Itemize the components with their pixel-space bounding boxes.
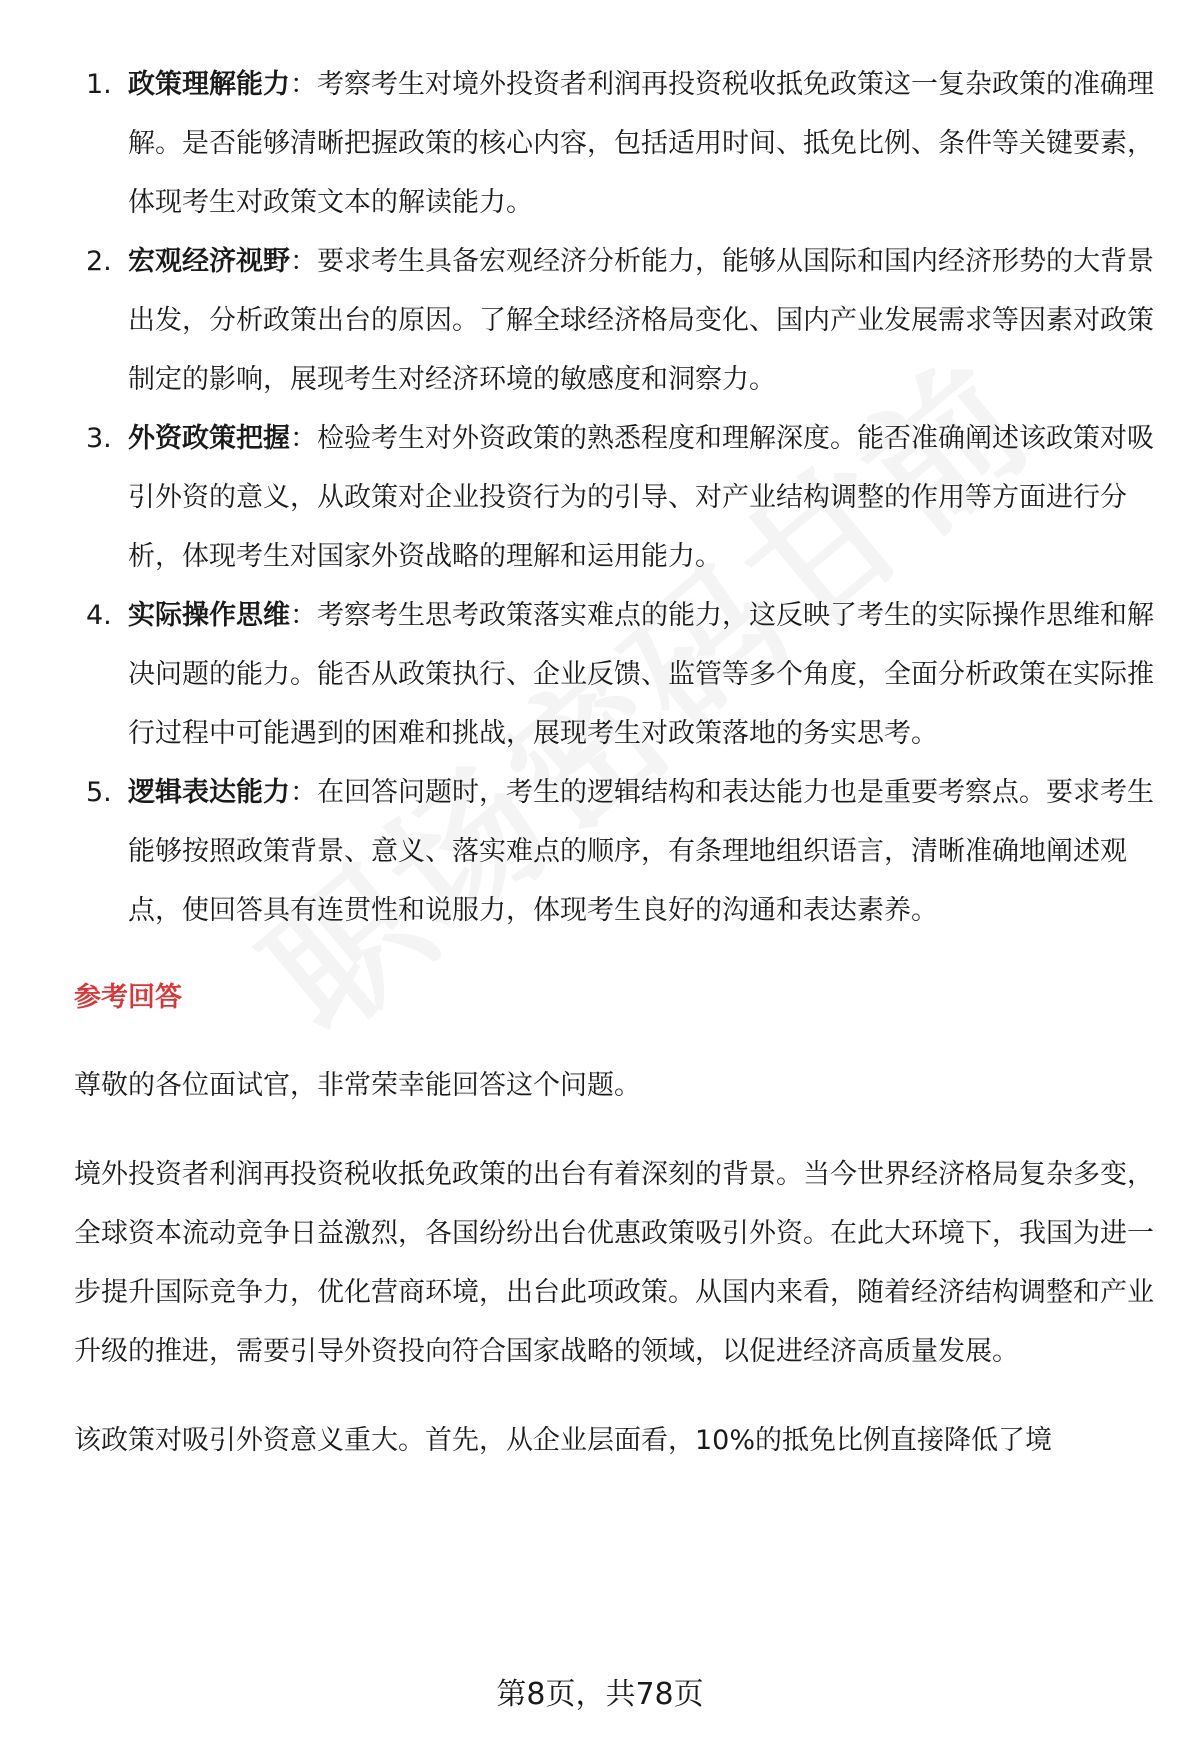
criteria-term: 宏观经济视野 [128,246,290,277]
criteria-number: 1. [86,69,112,100]
page-number-footer: 第8页，共78页 [496,1677,704,1712]
criteria-term: 逻辑表达能力 [128,777,290,808]
criteria-text: ：检验考生对外资政策的熟悉程度和理解深度。能否准确阐述该政策对吸引外资的意义，从政策对企业投资行为的引导、对产业结构调整的作用等方面进行分析，体现考生对国家外资战略的理解和运用能力。 [128,423,1154,572]
criteria-text: ：在回答问题时，考生的逻辑结构和表达能力也是重要考察点。要求考生能够按照政策背景、意义、落实难点的顺序，有条理地组织语言，清晰准确地阐述观点，使回答具有连贯性和说服力，体现考生良好的沟通和表达素养。 [128,777,1154,926]
criteria-term: 实际操作思维 [128,600,290,631]
page-content [74,55,1154,1470]
criteria-text: ：考察考生思考政策落实难点的能力，这反映了考生的实际操作思维和解决问题的能力。能否从政策执行、企业反馈、监管等多个角度，全面分析政策在实际推行过程中可能遇到的困难和挑战，展现考生对政策落地的务实思考。 [128,600,1154,749]
criteria-item [74,55,1154,232]
criteria-number: 2. [86,246,112,277]
reference-answer-heading: 参考回答 [74,982,182,1013]
answer-paragraph-significance: 该政策对吸引外资意义重大。首先，从企业层面看，10%的抵免比例直接降低了境 [74,1425,1053,1456]
criteria-number: 3. [86,423,112,454]
criteria-item [74,763,1154,940]
criteria-text: ：要求考生具备宏观经济分析能力，能够从国际和国内经济形势的大背景出发，分析政策出台的原因。了解全球经济格局变化、国内产业发展需求等因素对政策制定的影响，展现考生对经济环境的敏感度和洞察力。 [128,246,1154,395]
criteria-term: 外资政策把握 [128,423,290,454]
criteria-item [74,409,1154,586]
answer-paragraph-background: 境外投资者利润再投资税收抵免政策的出台有着深刻的背景。当今世界经济格局复杂多变，全球资本流动竞争日益激烈，各国纷纷出台优惠政策吸引外资。在此大环境下，我国为进一步提升国际竞争力，优化营商环境，出台此项政策。从国内来看，随着经济结构调整和产业升级的推进，需要引导外资投向符合国家战略的领域，以促进经济高质量发展。 [74,1159,1154,1367]
criteria-text: ：考察考生对境外投资者利润再投资税收抵免政策这一复杂政策的准确理解。是否能够清晰把握政策的核心内容，包括适用时间、抵免比例、条件等关键要素，体现考生对政策文本的解读能力。 [128,69,1154,218]
criteria-list [74,55,1154,940]
criteria-item [74,232,1154,409]
criteria-item [74,586,1154,763]
criteria-term: 政策理解能力 [128,69,290,100]
criteria-number: 5. [86,777,112,808]
answer-greeting: 尊敬的各位面试官，非常荣幸能回答这个问题。 [74,1070,641,1101]
criteria-number: 4. [86,600,112,631]
